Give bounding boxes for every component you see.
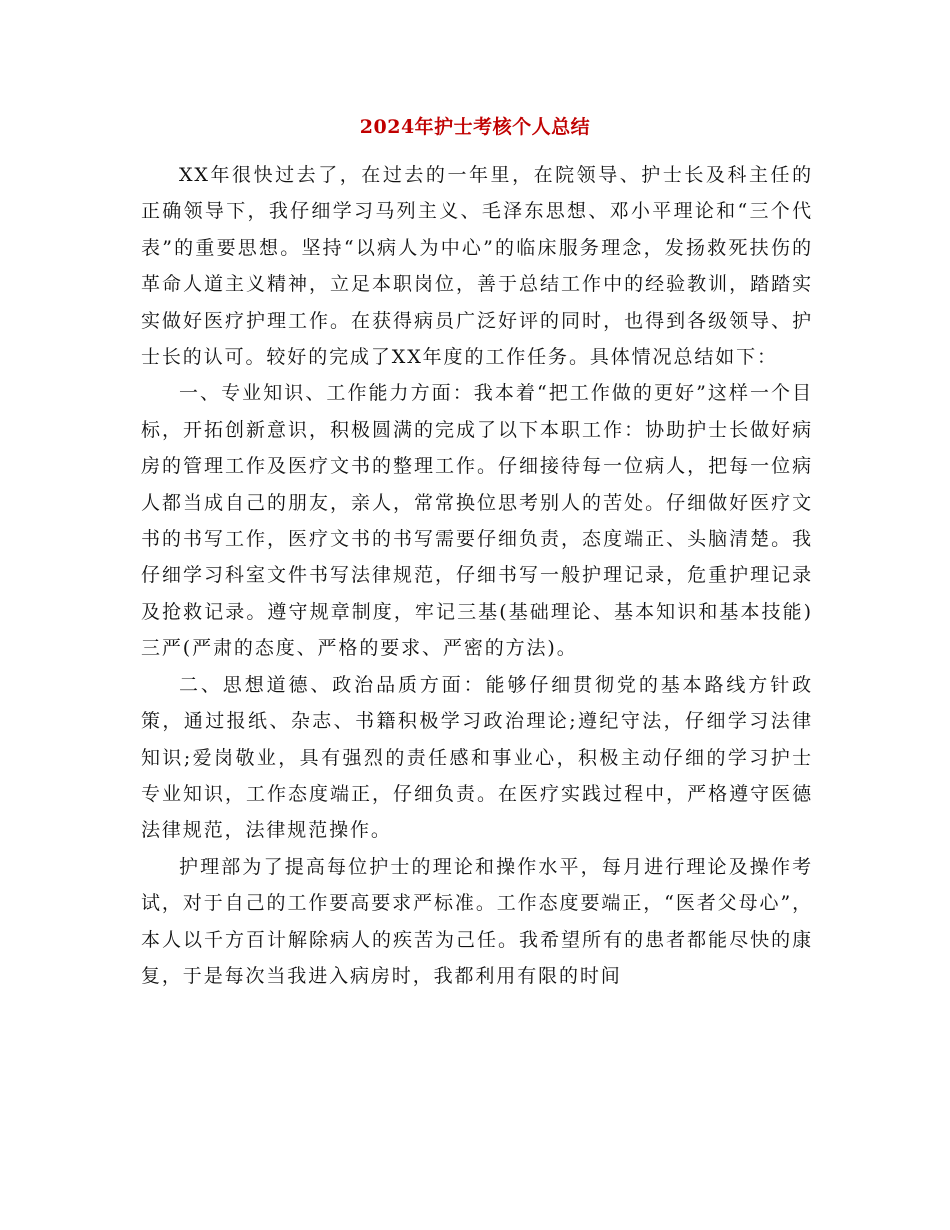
paragraph-intro: XX年很快过去了，在过去的一年里，在院领导、护士长及科主任的正确领导下，我仔细学习马列主义、毛泽东思想、邓小平理论和“三个代表”的重要思想。坚持“以病人为中心”的临床服务理念，发扬救死扶伤的革命人道主义精神，立足本职岗位，善于总结工作中的经验教训，踏踏实实做好医疗护理工作。在获得病员广泛好评的同时，也得到各级领导、护士长的认可。较好的完成了XX年度的工作任务。具体情况总结如下：	[141, 164, 813, 369]
paragraph-professional-knowledge: 一、专业知识、工作能力方面：我本着“把工作做的更好”这样一个目标，开拓创新意识，积极圆满的完成了以下本职工作：协助护士长做好病房的管理工作及医疗文书的整理工作。仔细接待每一位病人，把每一位病人都当成自己的朋友，亲人，常常换位思考别人的苦处。仔细做好医疗文书的书写工作，医疗文书的书写需要仔细负责，态度端正、头脑清楚。我仔细学习科室文件书写法律规范，仔细书写一般护理记录，危重护理记录及抢救记录。遵守规章制度，牢记三基(基础理论、基本知识和基本技能)三严(严肃的态度、严格的要求、严密的方法)。	[141, 382, 813, 660]
document-body	[141, 157, 813, 994]
paragraph-ideology-morality: 二、思想道德、政治品质方面：能够仔细贯彻党的基本路线方针政策，通过报纸、杂志、书籍积极学习政治理论;遵纪守法，仔细学习法律知识;爱岗敬业，具有强烈的责任感和事业心，积极主动仔细的学习护士专业知识，工作态度端正，仔细负责。在医疗实践过程中，严格遵守医德法律规范，法律规范操作。	[141, 673, 813, 842]
document-title: 2024年护士考核个人总结	[359, 116, 591, 138]
paragraph-nursing-department: 护理部为了提高每位护士的理论和操作水平，每月进行理论及操作考试，对于自己的工作要高要求严标准。工作态度要端正，“医者父母心”，本人以千方百计解除病人的疾苦为己任。我希望所有的患者都能尽快的康复，于是每次当我进入病房时，我都利用有限的时间	[141, 855, 813, 987]
